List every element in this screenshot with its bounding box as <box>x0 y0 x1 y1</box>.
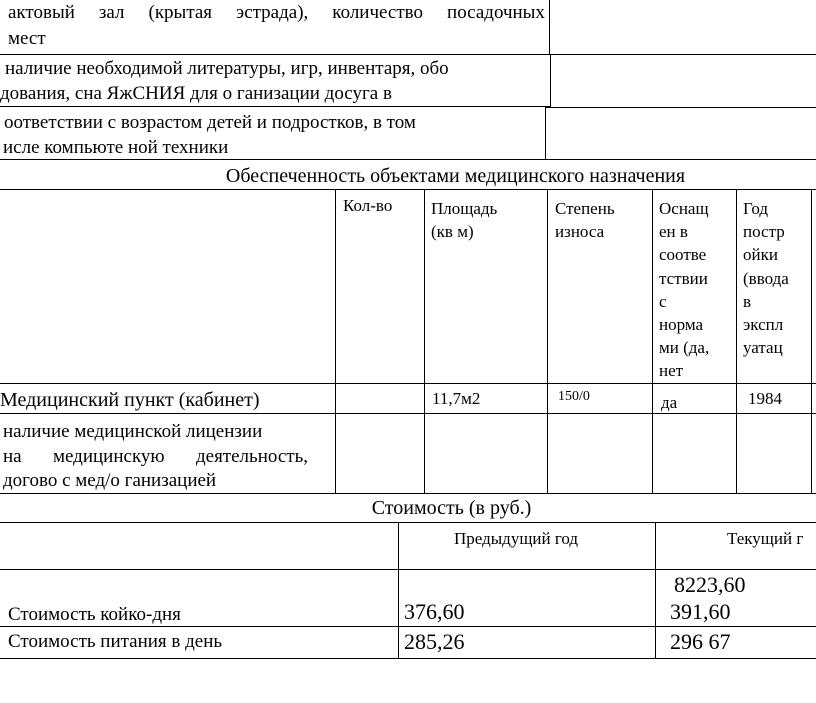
bed-day-curr-top: 8223,60 <box>674 572 746 597</box>
word: (крытая <box>148 2 213 23</box>
header-year-line: постр <box>743 222 785 242</box>
header-year-line: Год <box>743 199 768 218</box>
col-border <box>547 189 548 494</box>
cost-header-previous-year: Предыдущий год <box>454 529 579 548</box>
word: на <box>3 446 22 467</box>
bed-day-prev: 376,60 <box>404 599 465 624</box>
header-equipped-line: с <box>659 291 667 311</box>
header-year-line: ойки <box>743 245 778 265</box>
row-divider <box>0 658 816 659</box>
header-year-line: уатац <box>743 338 783 358</box>
medical-point-year: 1984 <box>748 389 782 408</box>
row-divider <box>0 159 816 160</box>
col-border <box>811 189 812 494</box>
row-divider <box>0 189 816 190</box>
header-area <box>431 197 497 243</box>
col-border <box>655 522 656 659</box>
row-divider <box>0 626 816 627</box>
bed-day-curr: 391,60 <box>670 599 731 624</box>
header-year-line: в <box>743 291 752 311</box>
cell-border <box>550 54 551 107</box>
cell-border <box>545 107 546 160</box>
cell-border <box>549 0 550 55</box>
header-year-line: (ввода <box>743 268 789 288</box>
word: количество <box>332 2 424 23</box>
header-equipped-line: Оснащ <box>659 199 709 218</box>
row-divider <box>0 493 816 494</box>
row-assembly-hall-line1 <box>8 3 545 22</box>
col-border <box>652 189 653 494</box>
header-area-line: (кв м) <box>431 222 474 241</box>
medical-point-label: Медицинский пункт (кабинет) <box>0 389 260 411</box>
header-equipped-line: нет <box>659 361 684 381</box>
row-divider <box>0 106 551 107</box>
license-line2 <box>3 447 308 466</box>
header-qty: Кол-во <box>343 196 393 215</box>
food-day-prev: 285,26 <box>404 629 465 654</box>
word: деятельность, <box>195 446 308 467</box>
bed-day-label: Стоимость койко-дня <box>8 604 181 625</box>
row-divider <box>545 107 816 108</box>
header-year-line: экспл <box>743 315 784 335</box>
row-divider <box>0 54 816 55</box>
header-equipped-line: тствии <box>659 268 708 288</box>
header-equipped-line: ен в <box>659 222 688 242</box>
row-divider <box>0 522 816 523</box>
col-border <box>424 189 425 494</box>
row-literature-line2: дования, сна ЯжСНИЯ для о ганизации досуга в <box>0 83 392 104</box>
row-age-line2: исле компьюте ной техники <box>3 137 229 158</box>
col-border <box>335 189 336 494</box>
header-equipped-line: ми (да, <box>659 338 710 358</box>
medical-point-wear: 150/0 <box>558 389 590 404</box>
license-line1: наличие медицинской лицензии <box>3 421 263 442</box>
medical-title: Обеспеченность объектами медицинского назначения <box>225 165 686 187</box>
row-divider <box>0 383 816 384</box>
cost-title: Стоимость (в руб.) <box>371 497 532 519</box>
header-area-line: Площадь <box>431 199 498 218</box>
row-age-line1: оответствии с возрастом детей и подростков, в том <box>4 112 416 133</box>
word: актовый <box>8 2 75 23</box>
col-border <box>398 522 399 659</box>
header-wear-line: износа <box>555 222 605 241</box>
food-day-label: Стоимость питания в день <box>8 631 223 652</box>
word: зал <box>98 2 125 23</box>
header-equipped-line: норма <box>659 315 704 335</box>
medical-point-equipped: да <box>661 393 678 412</box>
header-year <box>743 197 789 359</box>
license-line3: догово с мед/о ганизацией <box>3 470 217 491</box>
word: эстрада), <box>236 2 309 23</box>
row-divider <box>0 569 816 570</box>
medical-point-area: 11,7м2 <box>432 389 481 408</box>
word: посадочных <box>447 2 545 23</box>
food-day-curr: 296 67 <box>670 629 731 654</box>
header-wear <box>555 197 615 243</box>
header-equipped-line: соотве <box>659 245 707 265</box>
row-assembly-hall-line2: мест <box>8 28 46 49</box>
cost-header-current-year: Текущий г <box>727 529 804 548</box>
row-literature-line1: наличие необходимой литературы, игр, инвентаря, обо <box>5 58 449 79</box>
col-border <box>736 189 737 494</box>
header-equipped <box>659 197 709 383</box>
word: медицинскую <box>52 446 165 467</box>
header-wear-line: Степень <box>555 199 615 218</box>
row-divider <box>0 413 816 414</box>
